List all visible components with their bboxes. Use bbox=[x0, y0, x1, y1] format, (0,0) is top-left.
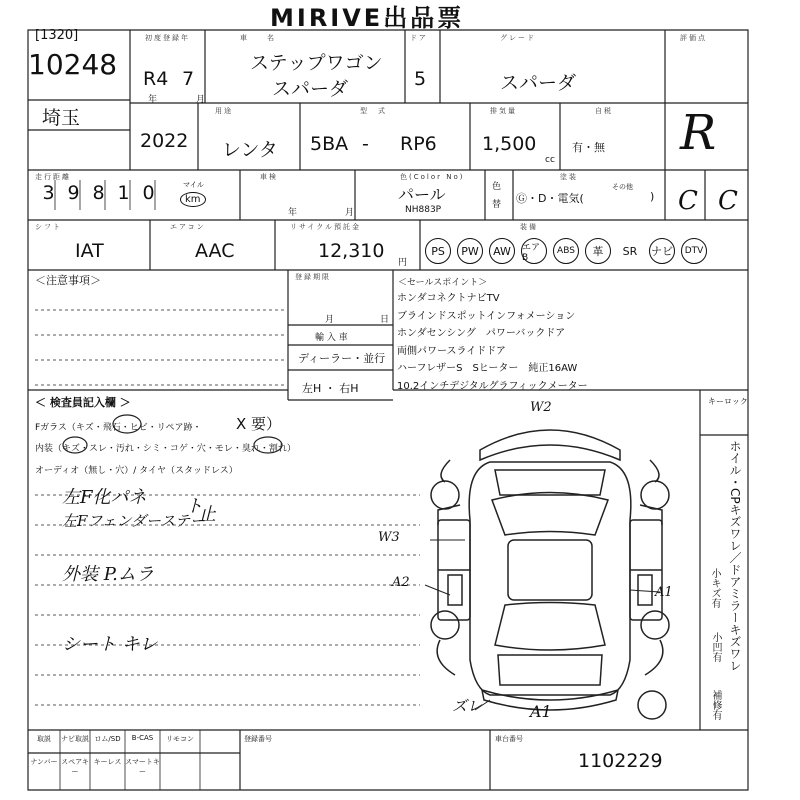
model-prefix: 5BA bbox=[310, 133, 349, 155]
label-equipment: 装備 bbox=[520, 223, 538, 231]
car-diagram bbox=[420, 400, 680, 730]
car-name-line2: スパーダ bbox=[272, 78, 349, 100]
mark-zure: ズレ bbox=[452, 697, 483, 715]
era: R4 bbox=[143, 68, 169, 90]
lot-code: [1320] bbox=[35, 28, 79, 43]
equipment-item: ABS bbox=[553, 238, 579, 264]
reg-month: 7 bbox=[182, 68, 195, 90]
label-tax: 自税 bbox=[595, 107, 613, 115]
grade: スパーダ bbox=[500, 72, 577, 94]
equipment-item: PS bbox=[425, 238, 451, 264]
repair-label: 補修有 bbox=[710, 690, 721, 720]
label-model: 型 式 bbox=[360, 107, 387, 115]
model-year: 2022 bbox=[140, 130, 189, 152]
equipment-item: SR bbox=[622, 244, 638, 258]
era-unit: 年 bbox=[148, 95, 158, 105]
inspector-note-2: 左Fフェンダーステー bbox=[62, 512, 206, 530]
mileage-digit: 8 bbox=[92, 182, 105, 204]
label-year: 初度登録年 bbox=[145, 34, 190, 42]
shaken-month: 月 bbox=[345, 208, 355, 218]
label-shaken: 車検 bbox=[260, 173, 278, 181]
aircon: AAC bbox=[195, 240, 235, 262]
label-paint: 塗装 bbox=[560, 173, 578, 181]
label-mileage: 走行距離 bbox=[35, 173, 71, 181]
accessory-item: ナビ取説 bbox=[61, 735, 89, 743]
reg-month-label: 月 bbox=[325, 315, 335, 325]
lot-number: 10248 bbox=[28, 48, 118, 81]
mileage-digit: 9 bbox=[67, 182, 80, 204]
label-grade: グレード bbox=[500, 34, 536, 42]
shift: IAT bbox=[75, 240, 104, 262]
accessory-item: スマートキー bbox=[125, 758, 160, 776]
recycle-unit: 円 bbox=[398, 258, 408, 268]
grade-mark: R bbox=[680, 105, 717, 161]
bottom-row-2 bbox=[28, 757, 160, 777]
paint-close: ) bbox=[650, 190, 655, 203]
import-label: 輸 入 車 bbox=[315, 333, 348, 343]
accessory-item: キーレス bbox=[93, 758, 122, 766]
inspector-note-3: 外装 P.ムラ bbox=[62, 564, 154, 585]
label-cc: 排気量 bbox=[490, 107, 517, 115]
mark-a2: A2 bbox=[392, 575, 410, 590]
use: レンタ bbox=[222, 139, 278, 161]
wheel-mirror-damage-label: ホイル・CPキズワレ／ドアミラーキズワレ bbox=[728, 440, 742, 672]
car-name-line1: ステップワゴン bbox=[250, 52, 383, 74]
reg-number-label: 登録番号 bbox=[244, 735, 272, 743]
equipment-item: AW bbox=[489, 238, 515, 264]
inspector-note-1: 左F化パネ bbox=[62, 487, 147, 508]
equipment-item: ナビ bbox=[649, 238, 675, 264]
shaken-year: 年 bbox=[288, 208, 298, 218]
accessory-item: リモコン bbox=[166, 735, 194, 743]
mileage-digit: 0 bbox=[142, 182, 155, 204]
accessory-item: ロム/SD bbox=[94, 735, 121, 743]
chassis-number: 1102229 bbox=[578, 750, 663, 772]
handwritten-c2: C bbox=[718, 186, 738, 216]
mark-w3: W3 bbox=[378, 530, 400, 545]
mark-a1-bottom: A1 bbox=[530, 702, 552, 721]
mileage-digit: 3 bbox=[42, 182, 55, 204]
label-reg-period: 登録期限 bbox=[295, 273, 331, 281]
model-dash: - bbox=[362, 133, 369, 155]
sales-point-heading: ＜セールスポイント＞ bbox=[398, 278, 488, 288]
mark-a1-right: A1 bbox=[655, 585, 673, 600]
inspector-note-fix: ト bbox=[185, 496, 203, 517]
chassis-label: 車台番号 bbox=[495, 735, 523, 743]
audio-line: オーディオ（無し・穴）/ タイヤ（スタッドレス） bbox=[35, 466, 238, 476]
dealer-label: ディーラー・並行 bbox=[298, 352, 386, 365]
interior-line: 内装（キズ・スレ・汚れ・シミ・コゲ・穴・モレ・臭れ・割れ） bbox=[35, 444, 296, 454]
inspector-heading: ＜ 検査員記入欄 ＞ bbox=[35, 396, 131, 409]
bottom-row-1 bbox=[28, 734, 200, 744]
cc-unit: cc bbox=[545, 155, 555, 165]
tax-status: 有・無 bbox=[572, 141, 605, 154]
inspector-note-fix2: 止 bbox=[198, 504, 216, 525]
accessory-item: ナンバー bbox=[30, 758, 58, 766]
steering-label: 左H ・ 右H bbox=[302, 382, 359, 395]
label-name: 車 名 bbox=[240, 34, 276, 42]
equipment-item: エアB bbox=[521, 238, 547, 264]
label-shift: シフト bbox=[35, 223, 62, 231]
glass-line: Fガラス（キズ・飛石・ヒビ・リペア跡・ bbox=[35, 423, 202, 433]
paint-other-label: その他 bbox=[612, 183, 633, 191]
label-ac: エアコン bbox=[170, 223, 206, 231]
region: 埼玉 bbox=[42, 107, 81, 129]
inspector-note-4: シート キレ bbox=[62, 634, 158, 655]
color-change-label: 色 替 bbox=[492, 182, 502, 210]
sales-point-item: 10.2インチデジタルグラフィックメーター bbox=[397, 380, 588, 392]
color-name: パール bbox=[398, 185, 446, 204]
equipment-item: PW bbox=[457, 238, 483, 264]
recycle-fee: 12,310 bbox=[318, 240, 385, 262]
sales-point-item: ホンダセンシング パワーバックドア bbox=[397, 328, 566, 339]
label-recycle: リサイクル預託金 bbox=[290, 223, 362, 231]
paint-types: Ⓖ・D・電気( bbox=[516, 192, 584, 205]
doors: 5 bbox=[414, 68, 427, 90]
equipment-item: DTV bbox=[681, 238, 707, 264]
notes-heading: ＜注意事項＞ bbox=[35, 274, 101, 287]
accessory-item: 取説 bbox=[37, 735, 51, 743]
key-lock-label: キーロック bbox=[708, 397, 748, 406]
month-unit: 月 bbox=[196, 95, 206, 105]
sales-point-item: ブラインドスポットインフォメーション bbox=[397, 310, 576, 322]
mileage-digit: 1 bbox=[117, 182, 130, 204]
label-color: 色(Color No) bbox=[400, 173, 465, 181]
sales-point-item: ハーフレザーS Sヒーター 純正16AW bbox=[397, 363, 578, 374]
small-scratch-label: 小キズ有 bbox=[709, 568, 720, 608]
equipment-item: 革 bbox=[585, 238, 611, 264]
small-dent-label: 小凹有 bbox=[710, 632, 721, 662]
sales-point-item: ホンダコネクトナビTV bbox=[397, 293, 500, 304]
accessory-item: B-CAS bbox=[131, 734, 154, 742]
displacement: 1,500 bbox=[482, 133, 537, 155]
reg-day-label: 日 bbox=[380, 315, 390, 325]
mark-w2: W2 bbox=[530, 400, 552, 415]
label-doors: ドア bbox=[410, 34, 428, 42]
label-use: 用途 bbox=[215, 107, 233, 115]
mileage-unit: km bbox=[180, 192, 206, 207]
sales-point-item: 両側パワースライドドア bbox=[397, 345, 506, 357]
glass-repair-needed: X 要） bbox=[236, 415, 282, 433]
model-code: RP6 bbox=[400, 133, 437, 155]
handwritten-c1: C bbox=[678, 186, 698, 216]
accessory-item: スペアキー bbox=[61, 758, 89, 776]
mileage-unit-top: マイル bbox=[183, 181, 204, 189]
color-code: NH883P bbox=[405, 205, 442, 215]
label-score: 評価点 bbox=[680, 34, 707, 42]
page-title: MIRIVE出品票 bbox=[270, 4, 465, 32]
